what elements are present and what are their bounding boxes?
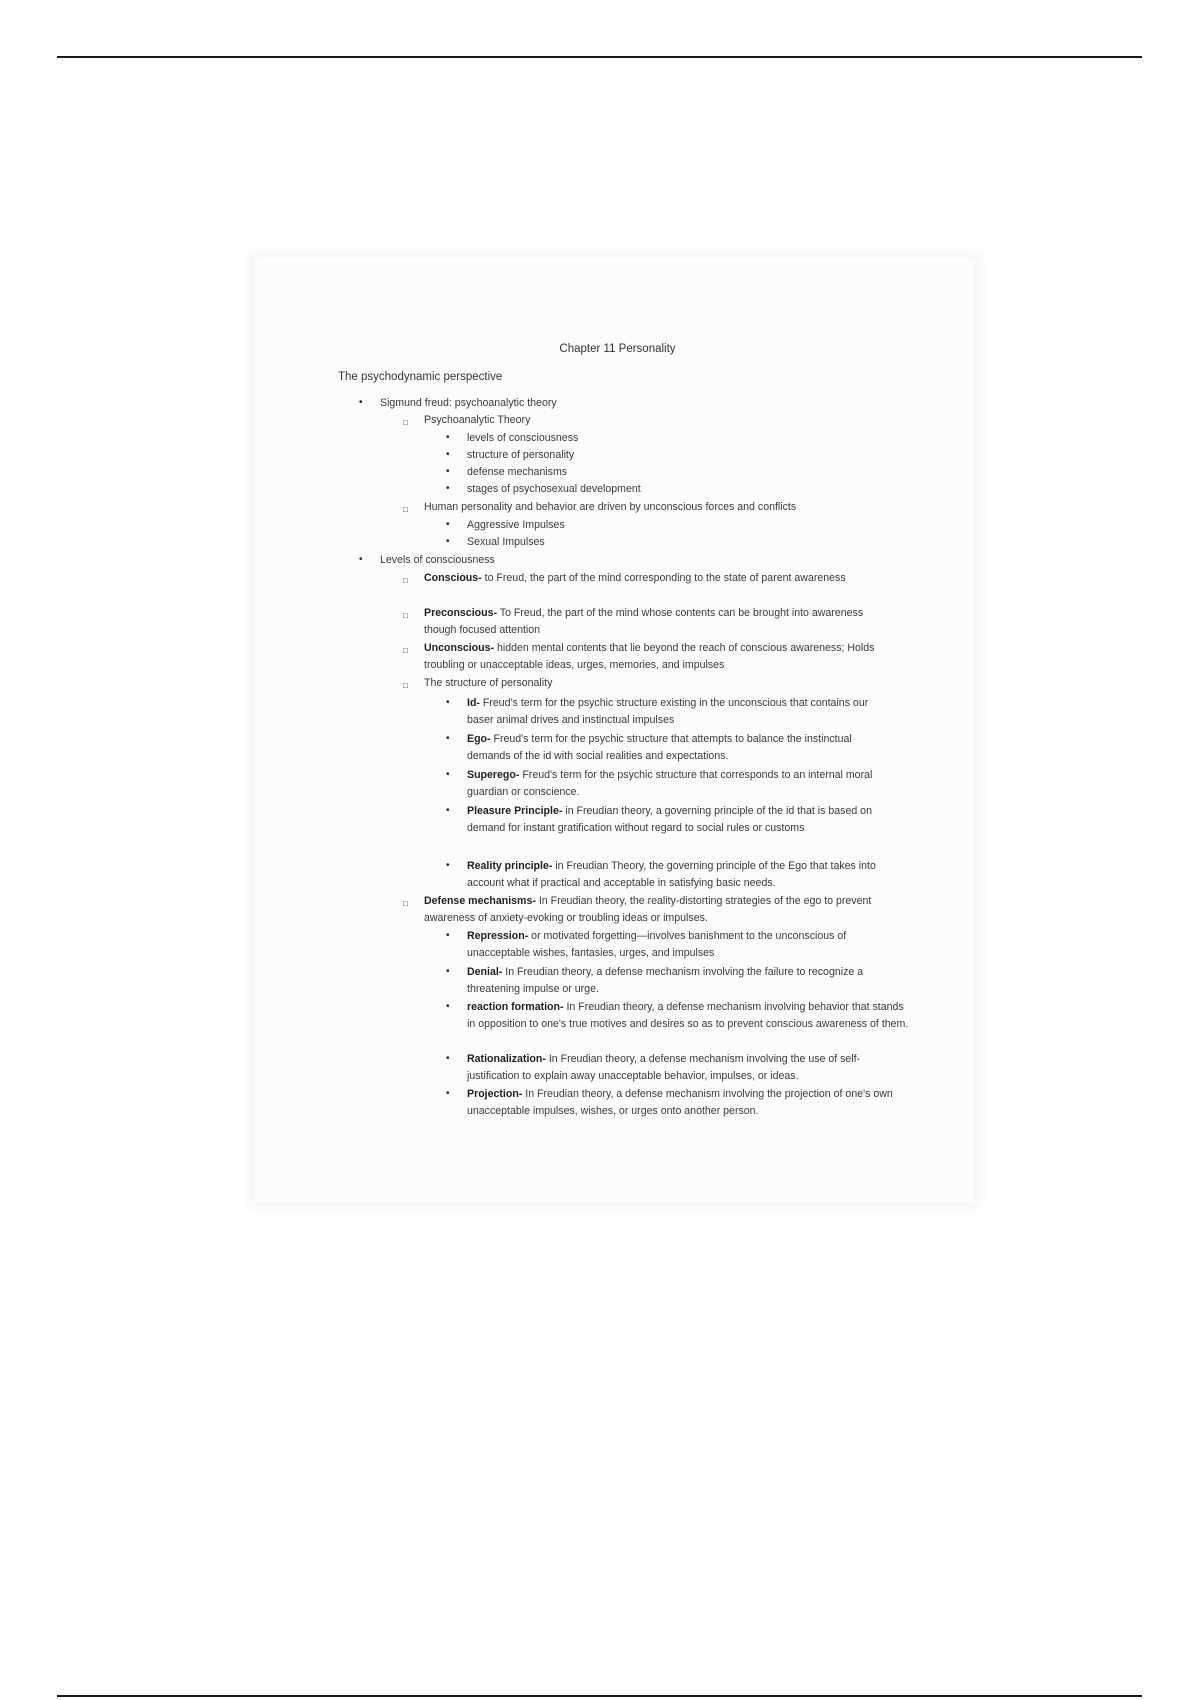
list-item: stages of psychosexual development [467, 483, 641, 495]
list-item: Levels of consciousness [380, 554, 495, 566]
bullet-icon: • [446, 1001, 450, 1012]
list-item: Sexual Impulses [467, 536, 545, 548]
bullet-icon: • [446, 536, 450, 547]
bullet-icon: • [359, 554, 363, 565]
definition-preconscious: Preconscious- To Freud, the part of the mind whose contents can be brought into awareness though focused attention [424, 607, 864, 637]
open-square-bullet-icon: □ [403, 505, 408, 514]
definition-rationalization: Rationalization- In Freudian theory, a defense mechanism involving the use of self-justification to explain away unacceptable behavior, impulses, or ideas. [467, 1053, 861, 1083]
list-item: Aggressive Impulses [467, 519, 565, 531]
bullet-icon: • [359, 397, 363, 408]
open-square-bullet-icon: □ [403, 576, 408, 585]
list-item: The structure of personality [424, 677, 553, 689]
bullet-icon: • [446, 930, 450, 941]
bullet-icon: • [446, 466, 450, 477]
definition-projection: Projection- In Freudian theory, a defense mechanism involving the projection of one's own unacceptable impulses, wishes, or urges onto another person. [467, 1088, 893, 1118]
list-item: structure of personality [467, 449, 575, 461]
open-square-bullet-icon: □ [403, 646, 408, 655]
list-item: levels of consciousness [467, 432, 579, 444]
definition-unconscious: Unconscious- hidden mental contents that lie beyond the reach of conscious awareness; Holds troubling or unacceptable ideas, urges, memories, and impulses [424, 642, 875, 672]
definition-pleasure-principle: Pleasure Principle- in Freudian theory, a governing principle of the id that is based on demand for instant gratification without regard to social rules or customs [467, 805, 872, 835]
list-item: Sigmund freud: psychoanalytic theory [380, 397, 557, 409]
definition-defense-mechanisms: Defense mechanisms- In Freudian theory, the reality-distorting strategies of the ego to prevent awareness of anxiety-evoking or troubling ideas or impulses. [424, 895, 872, 925]
definition-denial: Denial- In Freudian theory, a defense mechanism involving the failure to recognize a threatening impulse or urge. [467, 966, 864, 996]
bottom-rule [57, 1695, 1142, 1697]
definition-id: Id- Freud's term for the psychic structure existing in the unconscious that contains our baser animal drives and instinctual impulses [467, 697, 869, 727]
definition-superego: Superego- Freud's term for the psychic structure that corresponds to an internal moral guardian or conscience. [467, 769, 873, 799]
bullet-icon: • [446, 432, 450, 443]
bullet-icon: • [446, 697, 450, 708]
bullet-icon: • [446, 966, 450, 977]
definition-repression: Repression- or motivated forgetting—involves banishment to the unconscious of unacceptable wishes, fantasies, urges, and impulses [467, 930, 847, 960]
open-square-bullet-icon: □ [403, 418, 408, 427]
bullet-icon: • [446, 1088, 450, 1099]
open-square-bullet-icon: □ [403, 899, 408, 908]
bullet-icon: • [446, 769, 450, 780]
top-rule [57, 56, 1142, 58]
bullet-icon: • [446, 449, 450, 460]
definition-reaction-formation: reaction formation- In Freudian theory, a defense mechanism involving behavior that stands in opposition to one's true motives and desires so as to prevent conscious awareness of them. [467, 1001, 909, 1031]
bullet-icon: • [446, 805, 450, 816]
bullet-icon: • [446, 1053, 450, 1064]
bullet-icon: • [446, 860, 450, 871]
list-item: defense mechanisms [467, 466, 568, 478]
definition-reality-principle: Reality principle- in Freudian Theory, the governing principle of the Ego that takes into account what if practical and acceptable in satisfying basic needs. [467, 860, 876, 890]
definition-conscious: Conscious- to Freud, the part of the mind corresponding to the state of parent awareness [424, 572, 846, 584]
list-item: Psychoanalytic Theory [424, 414, 531, 426]
bullet-icon: • [446, 519, 450, 530]
list-item: Human personality and behavior are driven by unconscious forces and conflicts [424, 501, 797, 513]
bullet-icon: • [446, 483, 450, 494]
definition-ego: Ego- Freud's term for the psychic structure that attempts to balance the instinctual demands of the id with social realities and expectations. [467, 733, 852, 763]
open-square-bullet-icon: □ [403, 681, 408, 690]
bullet-icon: • [446, 733, 450, 744]
open-square-bullet-icon: □ [403, 611, 408, 620]
document-title: Chapter 11 Personality [559, 343, 676, 355]
section-heading: The psychodynamic perspective [338, 371, 503, 383]
